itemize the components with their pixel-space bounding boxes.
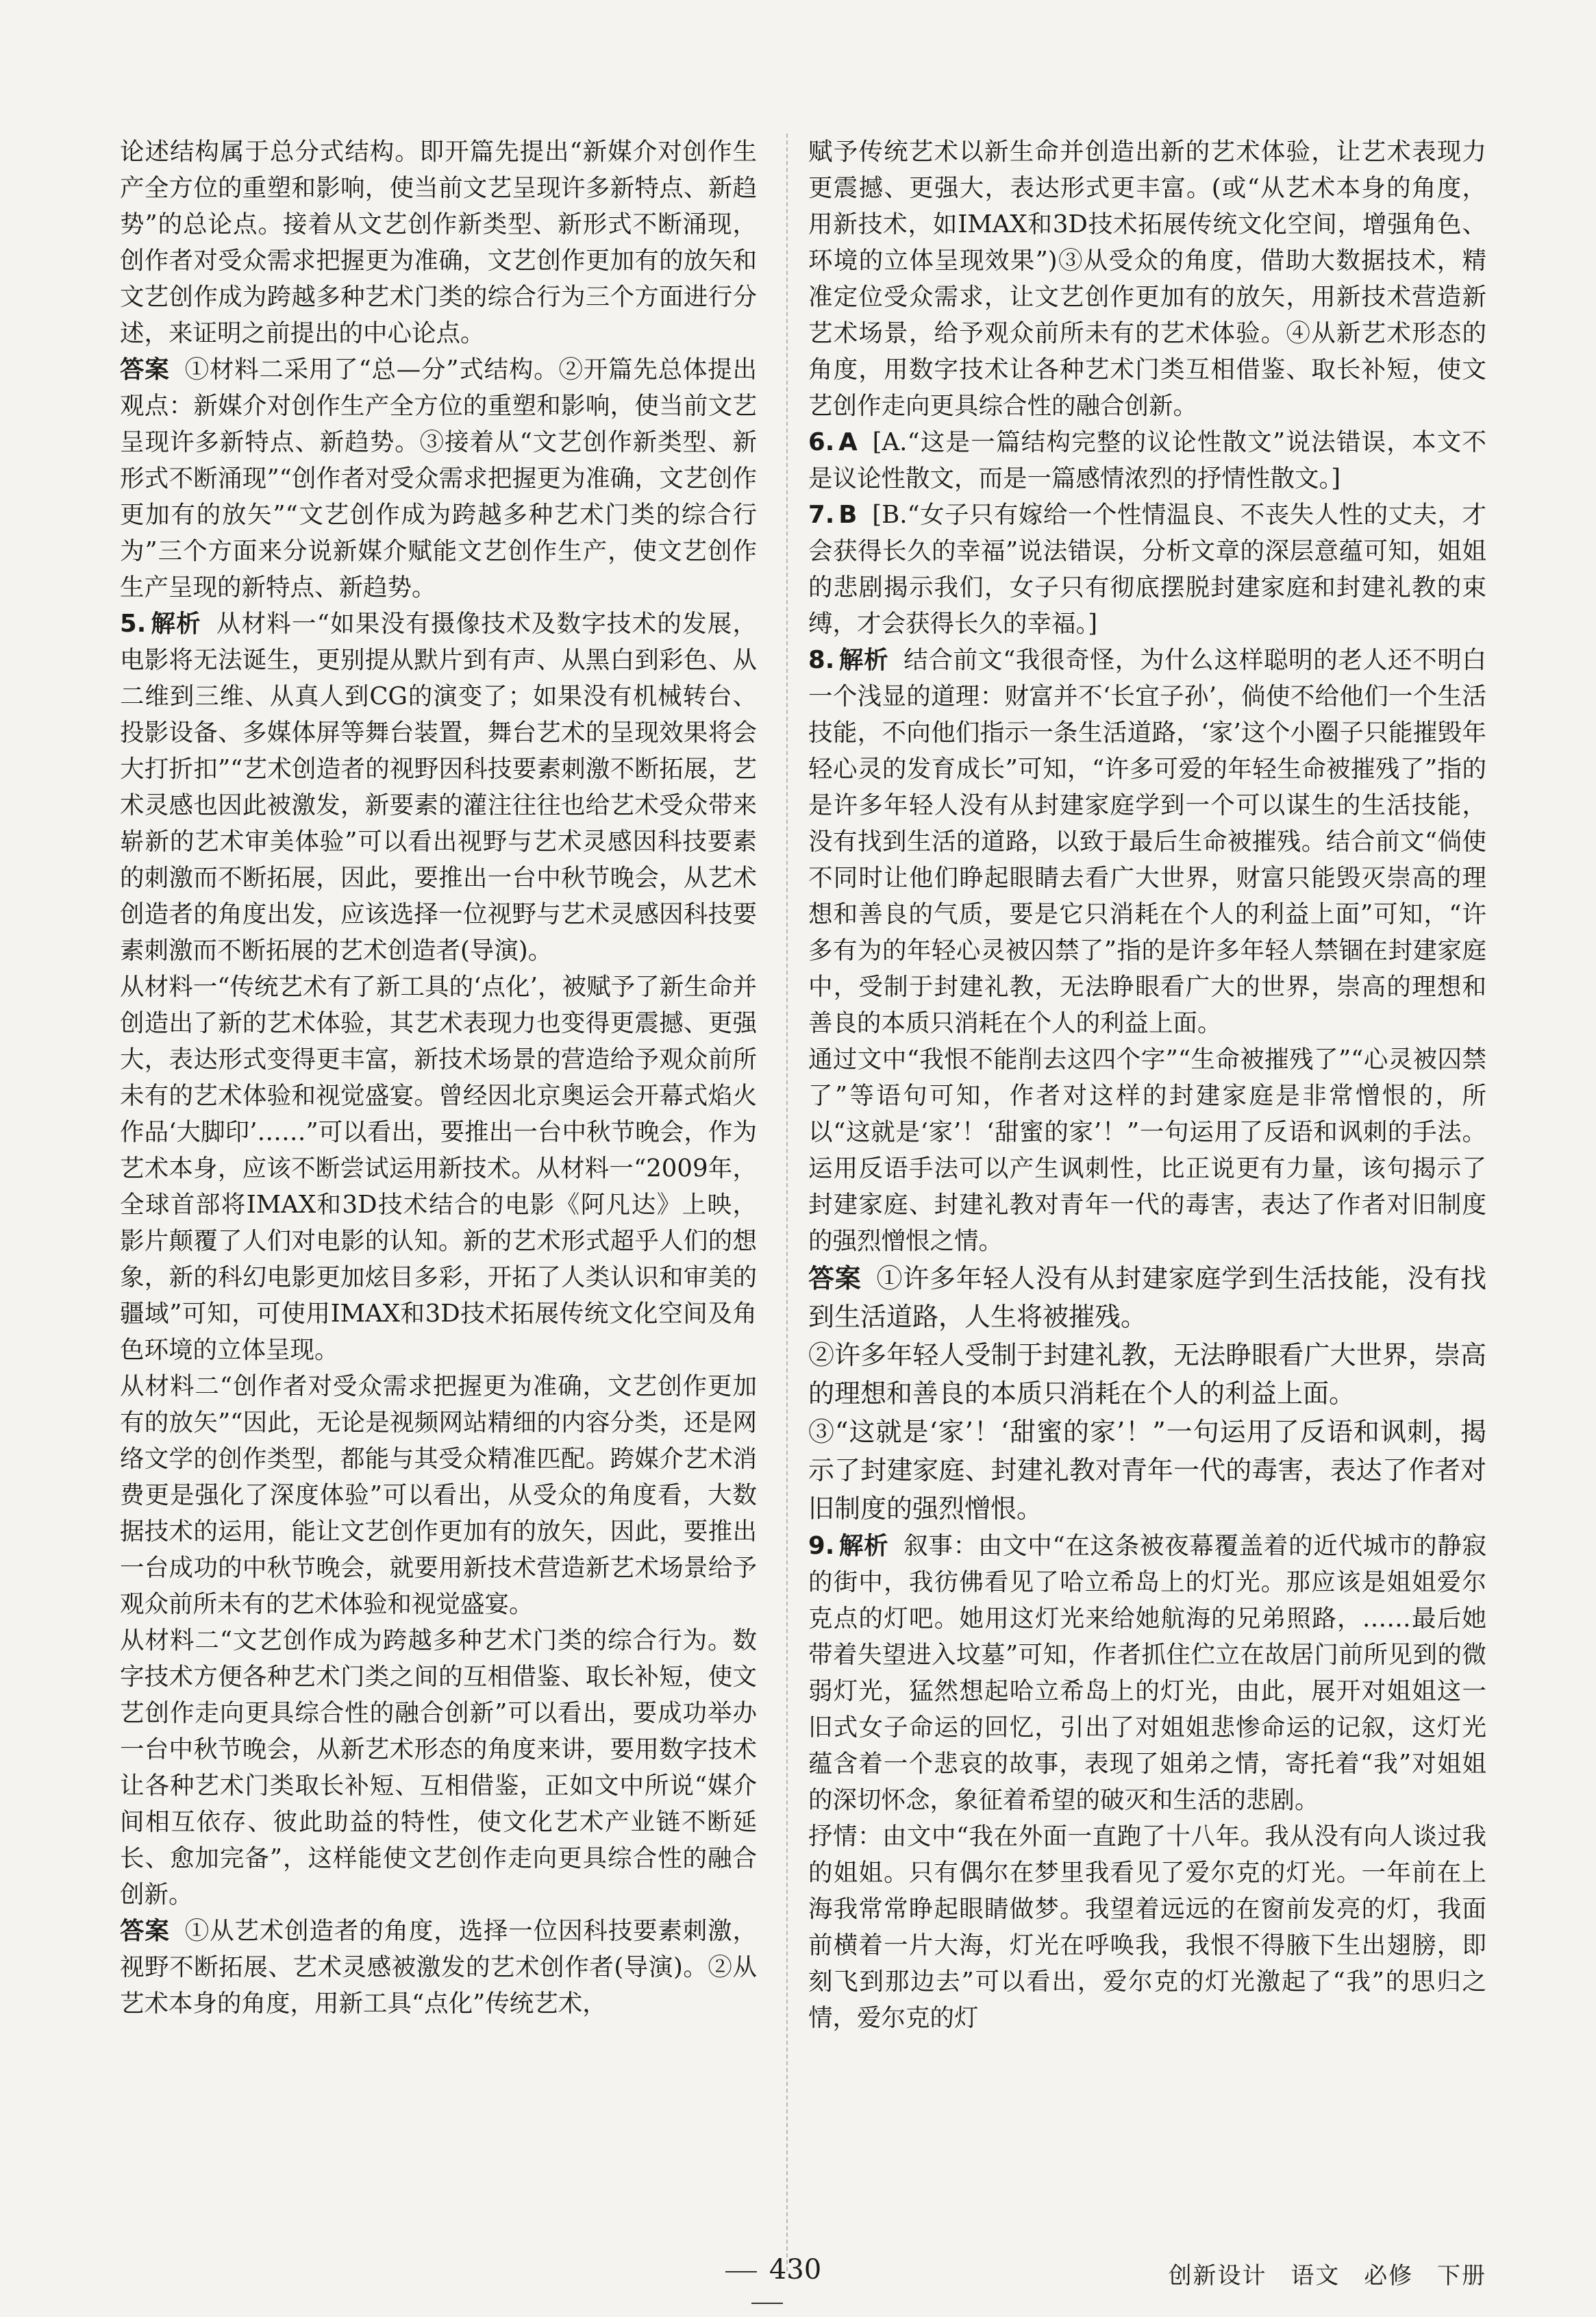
paragraph-text: ①材料二采用了“总—分”式结构。②开篇先总体提出观点：新媒介对创作生产全方位的重塑和影响，使当前文艺呈现许多新特点、新趋势。③接着从“文艺创作新类型、新形式不断涌现”“创作者对受众需求把握更为准确，文艺创作更加有的放矢”“文艺创作成为跨越多种艺术门类的综合行为”三个方面来分说新媒介赋能文艺创作生产，使文艺创作生产呈现的新特点、新趋势。 (120, 356, 757, 602)
question-item (808, 1528, 1486, 1818)
answer-label: 答案 (120, 1917, 170, 1945)
item-label: 解析 (150, 610, 201, 638)
book-subject: 语文 (1290, 2262, 1341, 2290)
item-label: B (838, 501, 858, 529)
text-paragraph (808, 1336, 1486, 1413)
paragraph-text: ②许多年轻人受制于封建礼教，无法睁眼看广大世界，崇高的理想和善良的本质只消耗在个人的利益上面。 (808, 1340, 1486, 1409)
item-label: 解析 (838, 646, 889, 674)
paragraph-text: 通过文中“我恨不能削去这四个字”“生命被摧残了”“心灵被囚禁了”等语句可知，作者对这样的封建家庭是非常憎恨的，所以“这就是‘家’！‘甜蜜的家’！”一句运用了反语和讽刺的手法。运用反语手法可以产生讽刺性，比正说更有力量，该句揭示了封建家庭、封建礼教对青年一代的毒害，表达了作者对旧制度的强烈憎恨之情。 (808, 1045, 1486, 1255)
item-label: A (838, 428, 858, 456)
text-paragraph (808, 1413, 1486, 1528)
paragraph-text: [A.“这是一篇结构完整的议论性散文”说法错误，本文不是议论性散文，而是一篇感情浓烈的抒情性散文。] (808, 428, 1486, 493)
answer-paragraph (120, 351, 757, 606)
text-paragraph (120, 134, 757, 351)
page-number-text: 430 (769, 2254, 822, 2285)
text-paragraph (120, 1368, 757, 1622)
paragraph-text: ①从艺术创造者的角度，选择一位因科技要素刺激，视野不断拓展、艺术灵感被激发的艺术创作者(导演)。②从艺术本身的角度，用新工具“点化”传统艺术， (120, 1917, 757, 2018)
paragraph-text: [B.“女子只有嫁给一个性情温良、不丧失人性的丈夫，才会获得长久的幸福”说法错误，分析文章的深层意蕴可知，姐姐的悲剧揭示我们，女子只有彻底摆脱封建家庭和封建礼教的束缚，才会获得长久的幸福。] (808, 501, 1486, 638)
question-item (808, 497, 1486, 642)
question-number: 8. (808, 646, 835, 674)
paragraph-text: 从材料一“传统艺术有了新工具的‘点化’，被赋予了新生命并创造出了新的艺术体验，其艺术表现力也变得更震撼、更强大，表达形式变得更丰富，新技术场景的营造给予观众前所未有的艺术体验和视觉盛宴。曾经因北京奥运会开幕式焰火作品‘大脚印’……”可以看出，要推出一台中秋节晚会，作为艺术本身，应该不断尝试运用新技术。从材料一“2009年，全球首部将IMAX和3D技术结合的电影《阿凡达》上映，影片颠覆了人们对电影的认知。新的艺术形式超乎人们的想象，新的科幻电影更加炫目多彩，开拓了人类认识和审美的疆域”可知，可使用IMAX和3D技术拓展传统文化空间及角色环境的立体呈现。 (120, 973, 757, 1364)
answer-paragraph (808, 1259, 1486, 1336)
book-level: 必修 (1364, 2262, 1414, 2290)
question-number: 9. (808, 1532, 835, 1560)
paragraph-text: 结合前文“我很奇怪，为什么这样聪明的老人还不明白一个浅显的道理：财富并不‘长宜子孙’，倘使不给他们一个生活技能，不向他们指示一条生活道路，‘家’这个小圈子只能摧毁年轻心灵的发育成长”可知，“许多可爱的年轻生命被摧残了”指的是许多年轻人没有从封建家庭学到一个可以谋生的生活技能，没有找到生活的道路，以致于最后生命被摧残。结合前文“倘使不同时让他们睁起眼睛去看广大世界，财富只能毁灭崇高的理想和善良的气质，要是它只消耗在个人的利益上面”可知，“许多有为的年轻心灵被囚禁了”指的是许多年轻人禁锢在封建家庭中，受制于封建礼教，无法睁眼看广大的世界，崇高的理想和善良的本质只消耗在个人的利益上面。 (808, 646, 1486, 1037)
paragraph-text: 论述结构属于总分式结构。即开篇先提出“新媒介对创作生产全方位的重塑和影响，使当前文艺呈现许多新特点、新趋势”的总论点。接着从文艺创作新类型、新形式不断涌现，创作者对受众需求把握更为准确，文艺创作更加有的放矢和文艺创作成为跨越多种艺术门类的综合行为三个方面进行分述，来证明之前提出的中心论点。 (120, 138, 757, 347)
question-number: 7. (808, 501, 835, 529)
question-item (120, 606, 757, 969)
paragraph-text: 赋予传统艺术以新生命并创造出新的艺术体验，让艺术表现力更震撼、更强大，表达形式更丰富。(或“从艺术本身的角度，用新技术，如IMAX和3D技术拓展传统文化空间，增强角色、环境的立体呈现效果”)③从受众的角度，借助大数据技术，精准定位受众需求，让文艺创作更加有的放矢，用新技术营造新艺术场景，给予观众前所未有的艺术体验。④从新艺术形态的角度，用数字技术让各种艺术门类互相借鉴、取长补短，使文艺创作走向更具综合性的融合创新。 (808, 138, 1486, 420)
answer-paragraph (120, 1913, 757, 2022)
paragraph-text: 抒情：由文中“我在外面一直跑了十八年。我从没有向人谈过我的姐姐。只有偶尔在梦里我看见了爱尔克的灯光。一年前在上海我常常睁起眼睛做梦。我望着远远的在窗前发亮的灯，我面前横着一片大海，灯光在呼唤我，我恨不得腋下生出翅膀，即刻飞到那边去”可以看出，爱尔克的灯光激起了“我”的思归之情，爱尔克的灯 (808, 1822, 1486, 2032)
answer-label: 答案 (808, 1263, 862, 1293)
text-paragraph (808, 1818, 1486, 2036)
paragraph-text: 从材料二“创作者对受众需求把握更为准确，文艺创作更加有的放矢”“因此，无论是视频网站精细的内容分类，还是网络文学的创作类型，都能与其受众精准匹配。跨媒介艺术消费更是强化了深度体验”可以看出，从受众的角度看，大数据技术的运用，能让文艺创作更加有的放矢，因此，要推出一台成功的中秋节晚会，就要用新技术营造新艺术场景给予观众前所未有的艺术体验和视觉盛宴。 (120, 1372, 757, 1618)
paragraph-text: 叙事：由文中“在这条被夜幕覆盖着的近代城市的静寂的街中，我彷佛看见了哈立希岛上的灯光。那应该是姐姐爱尔克点的灯吧。她用这灯光来给她航海的兄弟照路，……最后她带着失望进入坟墓”可知，作者抓住伫立在故居门前所见到的微弱灯光，猛然想起哈立希岛上的灯光，由此，展开对姐姐这一旧式女子命运的回忆，引出了对姐姐悲惨命运的记叙，这灯光蕴含着一个悲哀的故事，表现了姐弟之情，寄托着“我”对姐姐的深切怀念，象征着希望的破灭和生活的悲剧。 (808, 1532, 1486, 1814)
question-number: 6. (808, 428, 835, 456)
column-divider (786, 134, 788, 2271)
book-title: 创新设计 (1168, 2262, 1267, 2290)
text-paragraph (808, 1041, 1486, 1259)
right-column (808, 134, 1486, 2036)
page-footer (0, 2254, 1596, 2295)
paragraph-text: ①许多年轻人没有从封建家庭学到生活技能，没有找到生活道路，人生将被摧残。 (808, 1263, 1486, 1332)
left-column (120, 134, 757, 2022)
page-number (685, 2254, 849, 2317)
text-paragraph (120, 1622, 757, 1913)
book-info (1154, 2257, 1486, 2290)
book-volume: 下册 (1437, 2262, 1486, 2290)
text-paragraph (120, 969, 757, 1368)
answer-label: 答案 (120, 356, 170, 384)
paragraph-text: 从材料二“文艺创作成为跨越多种艺术门类的综合行为。数字技术方便各种艺术门类之间的互相借鉴、取长补短，使文艺创作走向更具综合性的融合创新”可以看出，要成功举办一台中秋节晚会，从新艺术形态的角度来讲，要用数字技术让各种艺术门类取长补短、互相借鉴，正如文中所说“媒介间相互依存、彼此助益的特性，使文化艺术产业链不断延长、愈加完备”，这样能使文艺创作走向更具综合性的融合创新。 (120, 1626, 757, 1909)
text-paragraph (808, 134, 1486, 424)
question-item (808, 642, 1486, 1041)
paragraph-text: ③“这就是‘家’！‘甜蜜的家’！”一句运用了反语和讽刺，揭示了封建家庭、封建礼教对青年一代的毒害，表达了作者对旧制度的强烈憎恨。 (808, 1417, 1486, 1524)
paragraph-text: 从材料一“如果没有摄像技术及数字技术的发展，电影将无法诞生，更别提从默片到有声、从黑白到彩色、从二维到三维、从真人到CG的演变了；如果没有机械转台、投影设备、多媒体屏等舞台装置，舞台艺术的呈现效果将会大打折扣”“艺术创造者的视野因科技要素刺激不断拓展，艺术灵感也因此被激发，新要素的灌注往往也给艺术受众带来崭新的艺术审美体验”可以看出视野与艺术灵感因科技要素的刺激而不断拓展，因此，要推出一台中秋节晚会，从艺术创造者的角度出发，应该选择一位视野与艺术灵感因科技要素刺激而不断拓展的艺术创造者(导演)。 (120, 610, 757, 965)
question-item (808, 424, 1486, 497)
item-label: 解析 (838, 1532, 889, 1560)
question-number: 5. (120, 610, 147, 638)
